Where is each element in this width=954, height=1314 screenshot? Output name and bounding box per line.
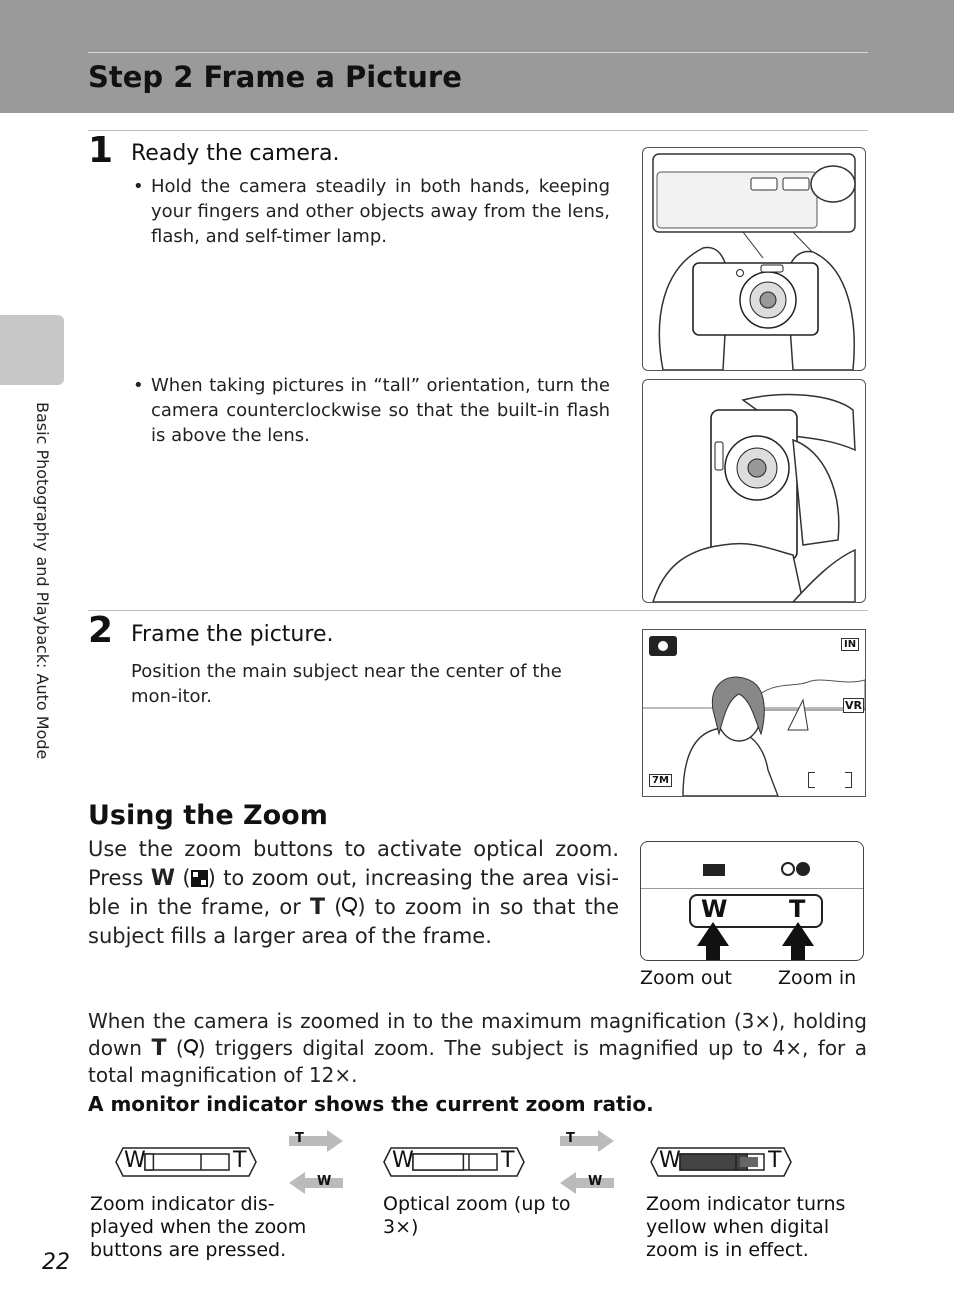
bullet-text: When taking pictures in “tall” orientation, turn the camera counterclockwise so that the built-in flash is above the lens. bbox=[151, 375, 610, 446]
focus-bracket-left bbox=[808, 772, 815, 788]
chapter-tab bbox=[0, 315, 64, 385]
bullet-dot: • bbox=[133, 375, 144, 396]
arrow-t-label: T bbox=[566, 1131, 575, 1146]
indicator-caption-3: Zoom indicator turns yellow when digital zoom is in effect. bbox=[646, 1193, 846, 1261]
arrow-w-label: W bbox=[317, 1174, 332, 1189]
step-body: Position the main subject near the center of the mon-itor. bbox=[131, 661, 562, 707]
indicator-caption-1: Zoom indicator dis-played when the zoom buttons are pressed. bbox=[90, 1193, 307, 1261]
magnifier-icon bbox=[342, 897, 357, 912]
arrow-w-label: W bbox=[588, 1174, 603, 1189]
indicator-caption-2: Optical zoom (up to 3×) bbox=[383, 1193, 571, 1238]
text-span: ) to zoom out, increasing the area visi-ble in the frame, or bbox=[88, 866, 620, 919]
step-heading: Ready the camera. bbox=[131, 141, 340, 166]
zoom-bold-line: A monitor indicator shows the current zoom ratio. bbox=[88, 1092, 654, 1116]
page-number: 22 bbox=[42, 1250, 70, 1275]
image-size-icon: 7M bbox=[649, 774, 672, 787]
thumbnail-grid-icon bbox=[191, 870, 208, 887]
header-band bbox=[0, 0, 954, 113]
zoom-t-label: T bbox=[789, 895, 806, 923]
magnifier-icon bbox=[184, 1039, 198, 1053]
step-number: 1 bbox=[88, 130, 114, 171]
zoom-indicator-1 bbox=[115, 1146, 257, 1182]
zoom-indicator-3 bbox=[650, 1146, 792, 1182]
indicator-t-label: T bbox=[768, 1148, 782, 1173]
focus-bracket-right bbox=[845, 772, 852, 788]
header-rule bbox=[88, 52, 868, 53]
bullet-text: Hold the camera steadily in both hands, keeping your fingers and other objects away from the lens, flash, and self-timer lamp. bbox=[151, 176, 610, 247]
t-key: T bbox=[310, 895, 326, 920]
w-key: W bbox=[150, 866, 175, 891]
camera-tall-illustration bbox=[642, 379, 866, 603]
zoom-paragraph-2 bbox=[88, 1008, 867, 1089]
vr-icon: VR bbox=[845, 699, 862, 712]
chapter-label: Basic Photography and Playback: Auto Mode bbox=[33, 402, 52, 760]
section-rule bbox=[88, 130, 868, 131]
text-span: ) to zoom in so that the subject fills a larger area of the frame. bbox=[88, 895, 619, 948]
text-span: ) triggers digital zoom. The subject is magnified up to 4×, for a total magnification of 12×. bbox=[88, 1036, 867, 1087]
indicator-t-label: T bbox=[501, 1148, 515, 1173]
camera-icon bbox=[649, 636, 677, 656]
section-rule bbox=[88, 610, 868, 611]
arrow-t-label: T bbox=[295, 1131, 304, 1146]
page-title: Step 2 Frame a Picture bbox=[88, 60, 462, 94]
text-span: ( bbox=[325, 895, 343, 919]
bullet-dot: • bbox=[133, 176, 144, 197]
zoom-paragraph-1 bbox=[88, 835, 619, 951]
indicator-w-label: W bbox=[659, 1148, 681, 1173]
zoom-heading: Using the Zoom bbox=[88, 800, 328, 831]
t-key: T bbox=[151, 1036, 167, 1061]
tw-arrows bbox=[556, 1128, 618, 1198]
monitor-illustration bbox=[642, 629, 866, 797]
step-number: 2 bbox=[88, 610, 114, 651]
zoom-in-label: Zoom in bbox=[778, 967, 857, 989]
camera-hold-illustration bbox=[642, 147, 866, 371]
memory-icon: IN bbox=[841, 638, 859, 651]
text-span: When the camera is zoomed in to the maximum magnification (3×), holding down bbox=[88, 1009, 867, 1060]
zoom-w-label: W bbox=[701, 895, 728, 923]
indicator-w-label: W bbox=[392, 1148, 414, 1173]
text-span: ( bbox=[166, 1036, 184, 1060]
zoom-out-label: Zoom out bbox=[640, 967, 732, 989]
text-span: ( bbox=[174, 866, 191, 890]
zoom-buttons-illustration bbox=[640, 841, 864, 961]
tw-arrows bbox=[285, 1128, 347, 1198]
bullet-item bbox=[133, 373, 610, 448]
indicator-t-label: T bbox=[233, 1148, 247, 1173]
text-span: Use the zoom buttons to activate optical zoom. Press bbox=[88, 837, 619, 890]
bullet-item bbox=[133, 174, 610, 249]
step-heading: Frame the picture. bbox=[131, 622, 334, 647]
zoom-indicator-2 bbox=[383, 1146, 525, 1182]
indicator-w-label: W bbox=[124, 1148, 146, 1173]
